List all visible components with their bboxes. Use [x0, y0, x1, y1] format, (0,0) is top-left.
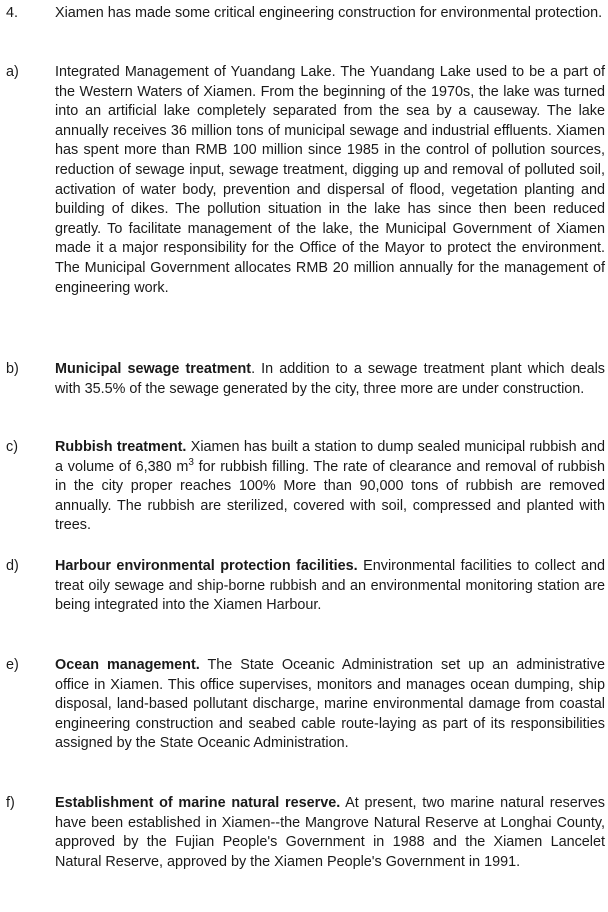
item-marker: e) [6, 657, 19, 673]
item-heading: Municipal sewage treatment [55, 361, 252, 377]
item-paragraph [55, 360, 605, 399]
item-text: Integrated Management of Yuandang Lake. The Yuandang Lake used to be a part of the Western Waters of Xiamen. From the beginning of the 1970s, the lake was turned into an artificial lake completely separated from the sea by a causeway. The lake annually receives 36 million tons of municipal sewage and industrial effluents. Xiamen has spent more than RMB 100 million since 1985 in the control of pollution sources, reduction of sewage input, sewage treatment, digging up and removal of polluted soil, activation of water body, prevention and dispersal of flood, vegetation planting and building of dikes. The pollution situation in the lake has since then been reduced greatly. To facilitate management of the lake, the Municipal Government of Xiamen made it a major responsibility for the Office of the Mayor to protect the environment. The Municipal Government allocates RMB 20 million annually for the management of engineering work. [55, 64, 605, 296]
item-text: Environmental facilities to collect and treat oily sewage and ship-borne rubbish and an environmental monitoring station are being integrated into the Xiamen Harbour. [55, 558, 606, 614]
item-text: At present, two marine natural reserves have been established in Xiamen--the Mangrove Natural Reserve at Longhai County, approved by the Fujian People's Government in 1988 and the Xiamen Lancelet Natural Reserve, approved by the Xiamen People's Government in 1991. [55, 795, 605, 870]
item-heading: Ocean management. [55, 657, 200, 673]
item-text: Xiamen has made some critical engineering construction for environmental protection. [55, 5, 603, 21]
item-text: Xiamen has built a station to dump sealed municipal rubbish and a volume of 6,380 m [55, 439, 605, 475]
item-text-continued: for rubbish filling. The rate of clearance and removal of rubbish in the city proper reaches 100% More than 90,000 tons of rubbish are removed annually. The rubbish are sterilized, covered with soil, compressed and planted with trees. [55, 458, 606, 534]
item-heading: Harbour environmental protection facilities. [55, 558, 358, 574]
item-paragraph [55, 794, 605, 872]
item-marker: c) [6, 439, 18, 455]
item-paragraph [55, 438, 605, 536]
item-paragraph [55, 63, 605, 298]
item-heading: Establishment of marine natural reserve. [55, 795, 341, 811]
unit-superscript: 3 [188, 456, 194, 468]
item-paragraph [55, 656, 605, 754]
item-marker: f) [6, 795, 15, 811]
item-paragraph [55, 4, 605, 24]
item-text: . In addition to a sewage treatment plant which deals with 35.5% of the sewage generated by the city, three more are under construction. [55, 361, 605, 397]
item-text: The State Oceanic Administration set up an administrative office in Xiamen. This office supervises, monitors and manages ocean dumping, ship disposal, land-based pollutant discharge, marine environmental damage from coastal engineering construction and seabed cable route-laying as part of its responsibilities assigned by the State Oceanic Administration. [55, 657, 605, 752]
item-marker: a) [6, 64, 19, 80]
item-marker: b) [6, 361, 19, 377]
item-marker: 4. [6, 5, 19, 21]
item-heading: Rubbish treatment. [55, 439, 187, 455]
item-marker: d) [6, 558, 19, 574]
item-paragraph [55, 557, 605, 616]
